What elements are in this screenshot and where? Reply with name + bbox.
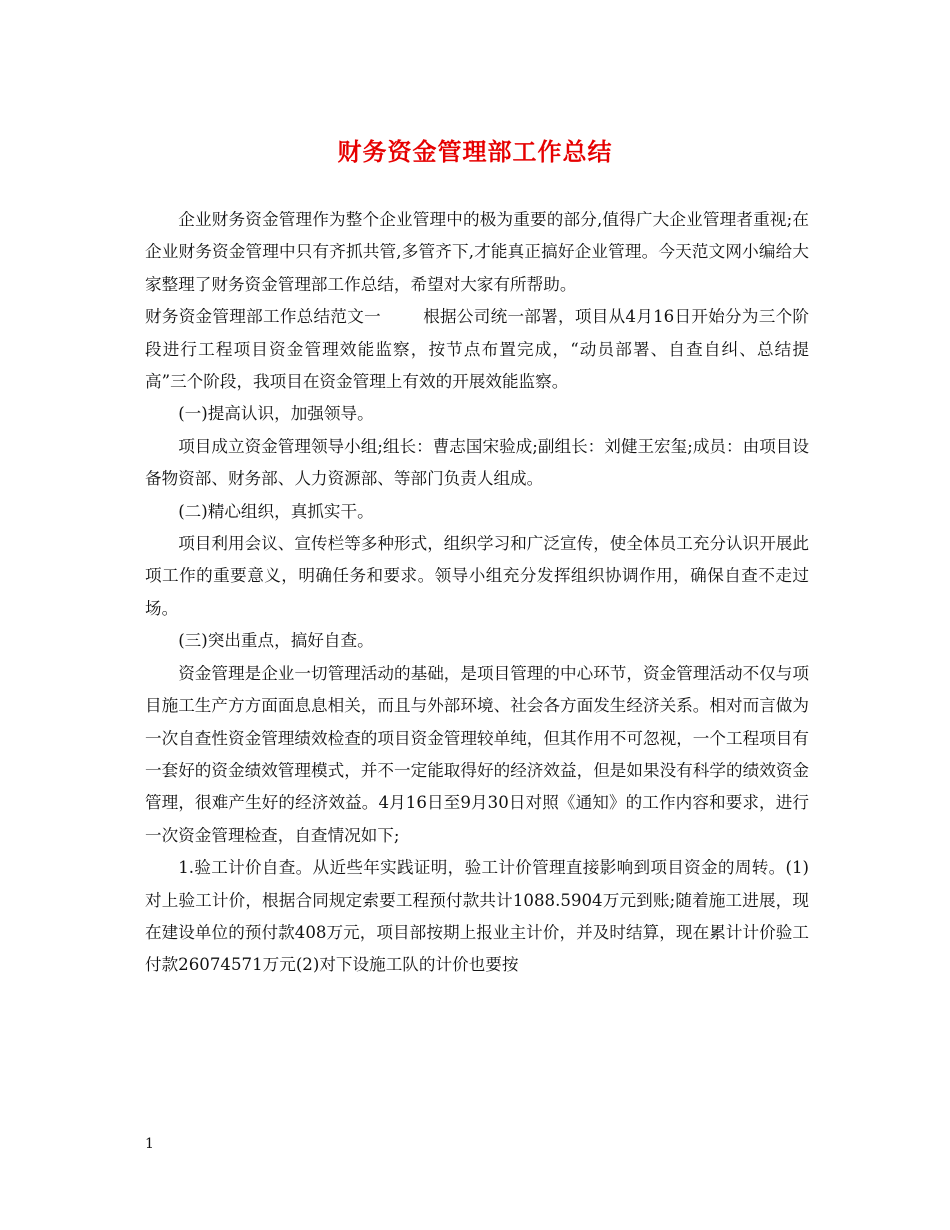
section-paragraph-3: 资金管理是企业一切管理活动的基础，是项目管理的中心环节，资金管理活动不仅与项目施工生产方方面面息息相关，而且与外部环境、社会各方面发生经济关系。相对而言做为一次自查性资金管理绩效检查的项目资金管理较单纯，但其作用不可忽视，一个工程项目有一套好的资金绩效管理模式，并不一定能取得好的经济效益，但是如果没有科学的绩效资金管理，很难产生好的经济效益。4月16日至9月30日对照《通知》的工作内容和要求，进行一次资金管理检查，自查情况如下; [145,663,809,845]
section-paragraph-2: 项目利用会议、宣传栏等多种形式，组织学习和广泛宣传，使全体员工充分认识开展此项工作的重要意义，明确任务和要求。领导小组充分发挥组织协调作用，确保自查不走过场。 [145,534,809,618]
document-body [145,204,809,982]
section-paragraph-4: 1.验工计价自查。从近些年实践证明，验工计价管理直接影响到项目资金的周转。(1)对上验工计价，根据合同规定索要工程预付款共计1088.5904万元到账;随着施工进展，现在建设单位的预付款408万元，项目部按期上报业主计价，并及时结算，现在累计计价验工付款26074571万元(2)对下设施工队的计价也要按 [145,858,809,975]
intro-paragraph: 企业财务资金管理作为整个企业管理中的极为重要的部分,值得广大企业管理者重视;在企业财务资金管理中只有齐抓共管,多管齐下,才能真正搞好企业管理。今天范文网小编给大家整理了财务资金管理部工作总结，希望对大家有所帮助。 [145,210,809,294]
sample-intro: 根据公司统一部署，项目从4月16日开始分为三个阶段进行工程项目资金管理效能监察，按节点布置完成，“动员部署、自查自纠、总结提高”三个阶段，我项目在资金管理上有效的开展效能监察。 [145,307,810,392]
section-heading-1: (一)提高认识，加强领导。 [178,404,374,424]
document-title: 财务资金管理部工作总结 [337,137,613,166]
sample-heading: 财务资金管理部工作总结范文一 [145,307,381,327]
section-paragraph-1: 项目成立资金管理领导小组;组长：曹志国宋验成;副组长：刘健王宏玺;成员：由项目设备物资部、财务部、人力资源部、等部门负责人组成。 [145,436,809,489]
section-heading-2: (二)精心组织，真抓实干。 [178,501,374,521]
page-number: 1 [145,1136,154,1152]
section-heading-3: (三)突出重点，搞好自查。 [178,631,374,651]
sample-paragraph [145,301,809,398]
